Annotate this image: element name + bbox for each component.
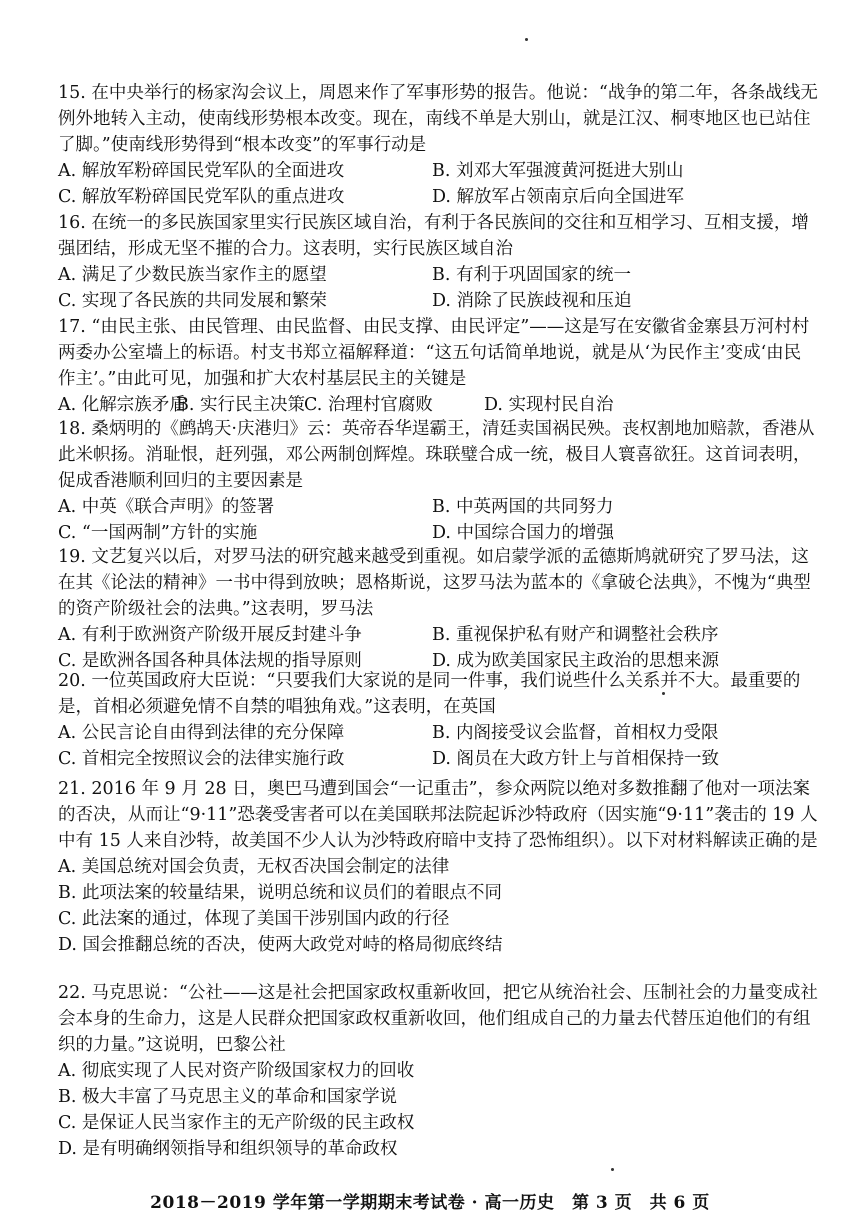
scan-speck [611, 1168, 614, 1171]
scan-speck [525, 38, 528, 41]
option-b: B. 刘邓大军强渡黄河挺进大别山 [432, 161, 684, 181]
option-b: B. 中英两国的共同努力 [432, 497, 614, 517]
question-17 [58, 314, 818, 418]
option-d: D. 中国综合国力的增强 [432, 523, 615, 543]
option-c: C. 首相完全按照议会的法律实施行政 [58, 749, 345, 769]
option-d: D. 消除了民族歧视和压迫 [432, 291, 632, 311]
option-c: C. 实现了各民族的共同发展和繁荣 [58, 291, 327, 311]
option-list [58, 622, 818, 674]
option-a: A. 有利于欧洲资产阶级开展反封建斗争 [58, 625, 362, 645]
option-d: D. 是有明确纲领指导和组织领导的革命政权 [58, 1139, 398, 1159]
option-list [58, 392, 818, 418]
option-c: C. 是欧洲各国各种具体法规的指导原则 [58, 651, 362, 671]
option-b: B. 有利于巩固国家的统一 [432, 265, 631, 285]
page-footer: 2018－2019 学年第一学期期末考试卷 · 高一历史 第 3 页 共 6 页 [150, 1193, 710, 1213]
question-stem: 18. 桑炳明的《鹧鸪天·庆港归》云：英帝吞华逞霸王，清廷卖国祸民殃。丧权割地加赔款，香港从此米帜扬。消耻恨，赶列强，邓公两制创辉煌。珠联璧合成一统，极目人寰喜欲狂。这首词表明，促成香港顺利回归的主要因素是 [58, 419, 815, 491]
option-c: C. “一国两制”方针的实施 [58, 523, 258, 543]
option-c: C. 此法案的通过，体现了美国干涉别国内政的行径 [58, 909, 450, 929]
option-a: A. 满足了少数民族当家作主的愿望 [58, 265, 327, 285]
option-list [58, 494, 818, 546]
option-c: C. 是保证人民当家作主的无产阶级的民主政权 [58, 1113, 415, 1133]
option-b: B. 实行民主决策 [176, 395, 305, 415]
option-list [58, 158, 818, 210]
question-stem: 16. 在统一的多民族国家里实行民族区域自治，有利于各民族间的交往和互相学习、互相支援，增强团结，形成无坚不摧的合力。这表明，实行民族区域自治 [58, 213, 809, 259]
option-c: C. 解放军粉碎国民党军队的重点进攻 [58, 187, 345, 207]
question-stem: 15. 在中央举行的杨家沟会议上，周恩来作了军事形势的报告。他说：“战争的第二年，各条战线无例外地转入主动，使南线形势根本改变。现在，南线不单是大别山，就是江汉、桐枣地区也已站住了脚。”使南线形势得到“根本改变”的军事行动是 [58, 83, 818, 155]
question-22 [58, 980, 818, 1162]
option-d: D. 成为欧美国家民主政治的思想来源 [432, 651, 720, 671]
option-d: D. 国会推翻总统的否决，使两大政党对峙的格局彻底终结 [58, 935, 503, 955]
option-a: A. 化解宗族矛盾 [58, 395, 187, 415]
option-a: A. 解放军粉碎国民党军队的全面进攻 [58, 161, 345, 181]
option-b: B. 此项法案的较量结果，说明总统和议员们的着眼点不同 [58, 883, 502, 903]
option-list [58, 262, 818, 314]
question-stem: 19. 文艺复兴以后，对罗马法的研究越来越受到重视。如启蒙学派的孟德斯鸠就研究了罗马法，这在其《论法的精神》一书中得到放映；恩格斯说，这罗马法为蓝本的《拿破仑法典》，不愧为“典型的资产阶级社会的法典。”这表明，罗马法 [58, 547, 811, 619]
question-stem: 20. 一位英国政府大臣说：“只要我们大家说的是同一件事，我们说些什么关系并不大。最重要的是，首相必须避免情不自禁的唱独角戏。”这表明，在英国 [58, 671, 801, 717]
option-d: D. 实现村民自治 [484, 395, 614, 415]
question-stem: 22. 马克思说：“公社——这是社会把国家政权重新收回，把它从统治社会、压制社会的力量变成社会本身的生命力，这是人民群众把国家政权重新收回，他们组成自己的力量去代替压迫他们的有组织的力量。”这说明，巴黎公社 [58, 983, 818, 1055]
option-b: B. 内阁接受议会监督，首相权力受限 [432, 723, 719, 743]
question-19 [58, 544, 818, 674]
option-a: A. 公民言论自由得到法律的充分保障 [58, 723, 345, 743]
question-15 [58, 80, 818, 210]
option-list [58, 1058, 818, 1162]
option-c: C. 治理村官腐败 [304, 395, 433, 415]
option-list [58, 720, 818, 772]
question-21 [58, 776, 818, 958]
question-20 [58, 668, 818, 772]
option-list [58, 854, 818, 958]
question-stem: 21. 2016 年 9 月 28 日，奥巴马遭到国会“一记重击”，参众两院以绝对多数推翻了他对一项法案的否决，从而让“9·11”恐袭受害者可以在美国联邦法院起诉沙特政府（因实施“9·11”袭击的 19 人中有 15 人来自沙特，故美国不少人认为沙特政府暗中支持了恐怖组织）。以下对材料解读正确的是 [58, 779, 818, 851]
question-stem: 17. “由民主张、由民管理、由民监督、由民支撑、由民评定”——这是写在安徽省金寨县万河村村两委办公室墙上的标语。村支书郑立福解释道：“这五句话简单地说，就是从‘为民作主’变成‘由民作主’。”由此可见，加强和扩大农村基层民主的关键是 [58, 317, 810, 389]
option-b: B. 极大丰富了马克思主义的革命和国家学说 [58, 1087, 397, 1107]
option-a: A. 彻底实现了人民对资产阶级国家权力的回收 [58, 1061, 415, 1081]
question-18 [58, 416, 818, 546]
option-a: A. 美国总统对国会负责，无权否决国会制定的法律 [58, 857, 450, 877]
option-a: A. 中英《联合声明》的签署 [58, 497, 275, 517]
option-d: D. 解放军占领南京后向全国进军 [432, 187, 685, 207]
question-16 [58, 210, 818, 314]
option-d: D. 阁员在大政方针上与首相保持一致 [432, 749, 720, 769]
option-b: B. 重视保护私有财产和调整社会秩序 [432, 625, 719, 645]
